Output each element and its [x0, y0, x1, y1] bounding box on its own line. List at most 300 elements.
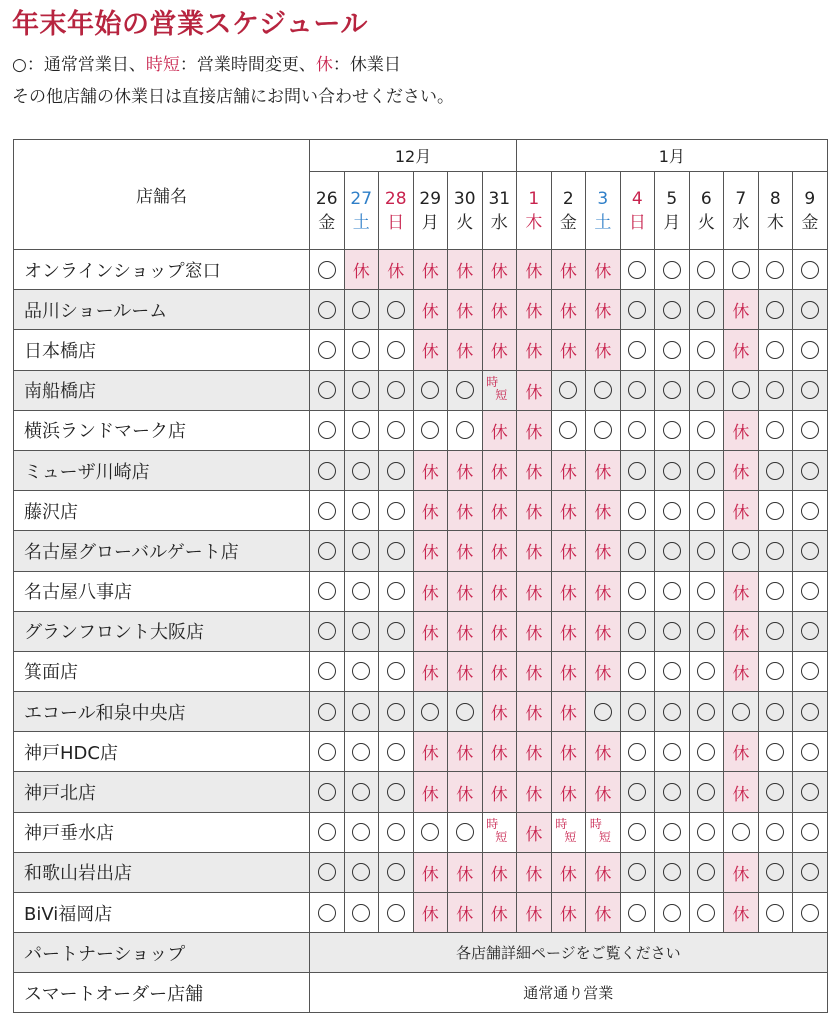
open-circle-icon — [663, 341, 681, 359]
open-circle-icon — [663, 743, 681, 761]
open-circle-icon — [663, 381, 681, 399]
smart-status-text: 通常通り営業 — [310, 973, 828, 1013]
open-circle-icon — [766, 502, 784, 520]
open-circle-icon — [352, 863, 370, 881]
open-circle-icon — [318, 421, 336, 439]
status-closed — [724, 330, 759, 370]
status-closed — [482, 732, 517, 772]
open-circle-icon — [801, 863, 819, 881]
open-circle-icon — [352, 904, 370, 922]
status-open — [689, 410, 724, 450]
day-of-week: 金 — [318, 212, 336, 233]
closed-mark: 休 — [525, 744, 543, 765]
closed-mark: 休 — [525, 262, 543, 283]
short-hours-mark — [486, 376, 512, 402]
status-open — [344, 491, 379, 531]
status-closed — [517, 852, 552, 892]
status-open — [689, 812, 724, 852]
table-row — [14, 611, 828, 651]
status-short-hours — [482, 370, 517, 410]
status-closed — [586, 571, 621, 611]
status-closed — [448, 531, 483, 571]
status-closed — [482, 651, 517, 691]
open-circle-icon — [318, 542, 336, 560]
open-circle-icon — [352, 542, 370, 560]
day-of-week: 木 — [525, 212, 543, 233]
status-open — [620, 250, 655, 290]
closed-mark: 休 — [559, 262, 577, 283]
day-number: 27 — [350, 188, 373, 209]
status-open — [655, 852, 690, 892]
open-circle-icon — [352, 462, 370, 480]
closed-mark: 休 — [525, 583, 543, 604]
open-circle-icon — [766, 301, 784, 319]
day-number: 4 — [631, 188, 643, 209]
store-rows — [14, 250, 828, 1013]
closed-mark: 休 — [732, 422, 750, 443]
closed-mark: 休 — [732, 342, 750, 363]
closed-mark: 休 — [421, 784, 439, 805]
open-circle-icon — [318, 502, 336, 520]
status-closed — [724, 893, 759, 933]
open-circle-icon — [801, 904, 819, 922]
table-row — [14, 491, 828, 531]
day-of-week: 日 — [628, 212, 646, 233]
open-circle-icon — [801, 783, 819, 801]
table-row — [14, 330, 828, 370]
closed-mark: 休 — [559, 583, 577, 604]
store-name: 南船橋店 — [14, 370, 310, 410]
status-open — [413, 370, 448, 410]
status-closed — [482, 852, 517, 892]
table-row — [14, 370, 828, 410]
status-open — [310, 531, 345, 571]
status-closed — [413, 571, 448, 611]
status-closed — [448, 290, 483, 330]
closed-mark: 休 — [525, 663, 543, 684]
open-circle-icon — [697, 823, 715, 841]
status-open — [344, 812, 379, 852]
closed-mark: 休 — [421, 503, 439, 524]
open-circle-icon — [387, 542, 405, 560]
open-circle-icon — [628, 301, 646, 319]
open-circle-icon — [387, 502, 405, 520]
closed-mark: 休 — [490, 583, 508, 604]
status-open — [793, 491, 828, 531]
short-hours-char: 時 — [589, 817, 602, 832]
store-name: 箕面店 — [14, 651, 310, 691]
open-circle-icon — [628, 703, 646, 721]
status-open — [310, 611, 345, 651]
open-circle-icon — [663, 863, 681, 881]
status-closed — [724, 852, 759, 892]
short-hours-char: 短 — [495, 388, 508, 403]
closed-mark: 休 — [525, 784, 543, 805]
status-closed — [724, 571, 759, 611]
legend-open-symbol: ○ — [12, 55, 27, 75]
partner-row — [14, 933, 828, 973]
status-closed — [551, 692, 586, 732]
status-open — [758, 732, 793, 772]
status-closed — [586, 611, 621, 651]
closed-mark: 休 — [490, 704, 508, 725]
month-header-row — [14, 140, 828, 172]
open-circle-icon — [628, 743, 646, 761]
open-circle-icon — [801, 381, 819, 399]
status-closed — [448, 772, 483, 812]
open-circle-icon — [801, 542, 819, 560]
status-open — [758, 692, 793, 732]
open-circle-icon — [387, 381, 405, 399]
open-circle-icon — [801, 622, 819, 640]
status-open — [655, 772, 690, 812]
open-circle-icon — [421, 381, 439, 399]
closed-mark: 休 — [490, 302, 508, 323]
status-open — [620, 571, 655, 611]
status-short-hours — [586, 812, 621, 852]
open-circle-icon — [801, 421, 819, 439]
status-open — [758, 450, 793, 490]
smart-row — [14, 973, 828, 1013]
table-row — [14, 531, 828, 571]
status-open — [413, 410, 448, 450]
status-open — [655, 692, 690, 732]
status-open — [586, 692, 621, 732]
closed-mark: 休 — [490, 663, 508, 684]
status-open — [655, 732, 690, 772]
status-closed — [551, 772, 586, 812]
status-closed — [586, 852, 621, 892]
short-hours-char: 時 — [555, 817, 568, 832]
closed-mark: 休 — [594, 905, 612, 926]
open-circle-icon — [697, 662, 715, 680]
open-circle-icon — [352, 743, 370, 761]
open-circle-icon — [697, 502, 715, 520]
status-closed — [413, 491, 448, 531]
partner-status-text: 各店舗詳細ページをご覧ください — [310, 933, 828, 973]
status-closed — [517, 410, 552, 450]
open-circle-icon — [766, 462, 784, 480]
closed-mark: 休 — [456, 342, 474, 363]
closed-mark: 休 — [456, 262, 474, 283]
open-circle-icon — [628, 261, 646, 279]
status-open — [758, 611, 793, 651]
open-circle-icon — [663, 542, 681, 560]
closed-mark: 休 — [525, 704, 543, 725]
status-open — [793, 772, 828, 812]
closed-mark: 休 — [559, 905, 577, 926]
open-circle-icon — [628, 863, 646, 881]
day-of-week: 日 — [387, 212, 405, 233]
status-open — [620, 330, 655, 370]
status-closed — [551, 531, 586, 571]
day-header — [758, 172, 793, 250]
status-open — [551, 410, 586, 450]
open-circle-icon — [387, 421, 405, 439]
open-circle-icon — [318, 703, 336, 721]
open-circle-icon — [697, 783, 715, 801]
closed-mark: 休 — [525, 422, 543, 443]
status-closed — [586, 491, 621, 531]
status-open — [310, 410, 345, 450]
store-name: 横浜ランドマーク店 — [14, 410, 310, 450]
status-open — [379, 651, 414, 691]
open-circle-icon — [628, 582, 646, 600]
table-row — [14, 250, 828, 290]
status-open — [689, 732, 724, 772]
open-circle-icon — [697, 301, 715, 319]
status-open — [379, 290, 414, 330]
open-circle-icon — [318, 261, 336, 279]
contact-note: その他店舗の休業日は直接店舗にお問い合わせください。 — [12, 87, 454, 107]
closed-mark: 休 — [490, 503, 508, 524]
open-circle-icon — [456, 381, 474, 399]
status-closed — [448, 611, 483, 651]
status-open — [344, 450, 379, 490]
open-circle-icon — [318, 582, 336, 600]
open-circle-icon — [663, 421, 681, 439]
closed-mark: 休 — [352, 262, 370, 283]
closed-mark: 休 — [732, 583, 750, 604]
closed-mark: 休 — [525, 905, 543, 926]
status-open — [689, 772, 724, 812]
day-of-week: 金 — [801, 212, 819, 233]
status-open — [344, 531, 379, 571]
status-closed — [413, 450, 448, 490]
status-open — [758, 812, 793, 852]
status-closed — [724, 410, 759, 450]
closed-mark: 休 — [594, 864, 612, 885]
closed-mark: 休 — [456, 463, 474, 484]
table-row — [14, 852, 828, 892]
status-open — [379, 893, 414, 933]
closed-mark: 休 — [490, 744, 508, 765]
day-of-week: 水 — [732, 212, 750, 233]
status-closed — [413, 330, 448, 370]
status-open — [793, 812, 828, 852]
day-number: 9 — [804, 188, 816, 209]
open-circle-icon — [697, 904, 715, 922]
closed-mark: 休 — [594, 663, 612, 684]
store-name: 名古屋八事店 — [14, 571, 310, 611]
status-open — [620, 732, 655, 772]
closed-mark: 休 — [456, 905, 474, 926]
status-closed — [482, 410, 517, 450]
short-hours-char: 短 — [598, 830, 611, 845]
day-number: 1 — [528, 188, 540, 209]
status-open — [310, 893, 345, 933]
status-open — [793, 852, 828, 892]
status-open — [413, 692, 448, 732]
table-row — [14, 893, 828, 933]
status-open — [344, 692, 379, 732]
status-open — [586, 370, 621, 410]
closed-mark: 休 — [525, 302, 543, 323]
status-closed — [586, 450, 621, 490]
closed-mark: 休 — [732, 302, 750, 323]
status-open — [379, 732, 414, 772]
open-circle-icon — [801, 462, 819, 480]
open-circle-icon — [559, 381, 577, 399]
status-closed — [517, 250, 552, 290]
open-circle-icon — [766, 622, 784, 640]
open-circle-icon — [628, 381, 646, 399]
table-row — [14, 812, 828, 852]
closed-mark: 休 — [421, 905, 439, 926]
closed-mark: 休 — [525, 543, 543, 564]
store-name: 神戸HDC店 — [14, 732, 310, 772]
day-header — [517, 172, 552, 250]
day-header — [344, 172, 379, 250]
status-short-hours — [482, 812, 517, 852]
status-open — [379, 852, 414, 892]
status-open — [620, 893, 655, 933]
status-open — [379, 611, 414, 651]
status-closed — [482, 611, 517, 651]
status-open — [344, 370, 379, 410]
store-name: 藤沢店 — [14, 491, 310, 531]
open-circle-icon — [663, 823, 681, 841]
status-closed — [448, 732, 483, 772]
day-header — [793, 172, 828, 250]
status-closed — [551, 651, 586, 691]
closed-mark: 休 — [421, 623, 439, 644]
closed-mark: 休 — [594, 503, 612, 524]
status-open — [379, 370, 414, 410]
store-name-header: 店舗名 — [14, 140, 310, 250]
closed-mark: 休 — [421, 342, 439, 363]
day-number: 6 — [700, 188, 712, 209]
status-closed — [586, 772, 621, 812]
closed-mark: 休 — [456, 543, 474, 564]
status-closed — [448, 330, 483, 370]
status-closed — [551, 852, 586, 892]
table-row — [14, 450, 828, 490]
legend-closed-symbol: 休 — [315, 55, 333, 75]
status-open — [655, 250, 690, 290]
status-open — [724, 812, 759, 852]
day-header — [586, 172, 621, 250]
status-open — [793, 370, 828, 410]
status-open — [689, 571, 724, 611]
status-open — [793, 732, 828, 772]
closed-mark: 休 — [525, 382, 543, 403]
open-circle-icon — [697, 743, 715, 761]
open-circle-icon — [318, 462, 336, 480]
status-closed — [551, 611, 586, 651]
status-open — [310, 812, 345, 852]
open-circle-icon — [628, 421, 646, 439]
status-open — [793, 571, 828, 611]
status-closed — [448, 852, 483, 892]
status-open — [620, 651, 655, 691]
status-open — [793, 611, 828, 651]
store-name: 神戸北店 — [14, 772, 310, 812]
status-open — [586, 410, 621, 450]
status-closed — [517, 893, 552, 933]
status-open — [793, 893, 828, 933]
closed-mark: 休 — [594, 262, 612, 283]
status-closed — [379, 250, 414, 290]
status-open — [379, 571, 414, 611]
open-circle-icon — [801, 502, 819, 520]
open-circle-icon — [628, 904, 646, 922]
status-open — [793, 290, 828, 330]
status-open — [310, 732, 345, 772]
status-closed — [586, 651, 621, 691]
status-closed — [482, 772, 517, 812]
status-open — [379, 812, 414, 852]
status-closed — [344, 250, 379, 290]
closed-mark: 休 — [559, 744, 577, 765]
open-circle-icon — [801, 662, 819, 680]
status-open — [758, 491, 793, 531]
open-circle-icon — [387, 662, 405, 680]
month-january: 1月 — [517, 140, 828, 172]
open-circle-icon — [801, 261, 819, 279]
store-name: エコール和泉中央店 — [14, 692, 310, 732]
status-closed — [517, 571, 552, 611]
status-open — [310, 450, 345, 490]
open-circle-icon — [801, 341, 819, 359]
status-closed — [517, 611, 552, 651]
month-december: 12月 — [310, 140, 517, 172]
status-closed — [448, 450, 483, 490]
status-open — [344, 772, 379, 812]
open-circle-icon — [628, 622, 646, 640]
closed-mark: 休 — [559, 503, 577, 524]
status-closed — [448, 571, 483, 611]
status-open — [448, 812, 483, 852]
open-circle-icon — [766, 582, 784, 600]
day-header — [620, 172, 655, 250]
status-open — [310, 250, 345, 290]
status-closed — [551, 330, 586, 370]
closed-mark: 休 — [525, 623, 543, 644]
status-open — [620, 370, 655, 410]
status-short-hours — [551, 812, 586, 852]
open-circle-icon — [387, 823, 405, 841]
short-hours-char: 短 — [564, 830, 577, 845]
closed-mark: 休 — [559, 784, 577, 805]
store-name: ミューザ川崎店 — [14, 450, 310, 490]
open-circle-icon — [594, 421, 612, 439]
status-open — [655, 651, 690, 691]
day-number: 26 — [315, 188, 338, 209]
status-open — [379, 330, 414, 370]
status-closed — [413, 611, 448, 651]
status-closed — [517, 651, 552, 691]
status-open — [655, 491, 690, 531]
closed-mark: 休 — [732, 784, 750, 805]
status-closed — [586, 250, 621, 290]
status-open — [689, 531, 724, 571]
closed-mark: 休 — [525, 342, 543, 363]
closed-mark: 休 — [732, 864, 750, 885]
closed-mark: 休 — [421, 463, 439, 484]
open-circle-icon — [697, 341, 715, 359]
closed-mark: 休 — [559, 302, 577, 323]
closed-mark: 休 — [490, 342, 508, 363]
open-circle-icon — [801, 743, 819, 761]
status-open — [344, 571, 379, 611]
status-closed — [724, 651, 759, 691]
status-open — [379, 491, 414, 531]
day-header — [448, 172, 483, 250]
closed-mark: 休 — [594, 623, 612, 644]
open-circle-icon — [766, 261, 784, 279]
status-open — [655, 531, 690, 571]
